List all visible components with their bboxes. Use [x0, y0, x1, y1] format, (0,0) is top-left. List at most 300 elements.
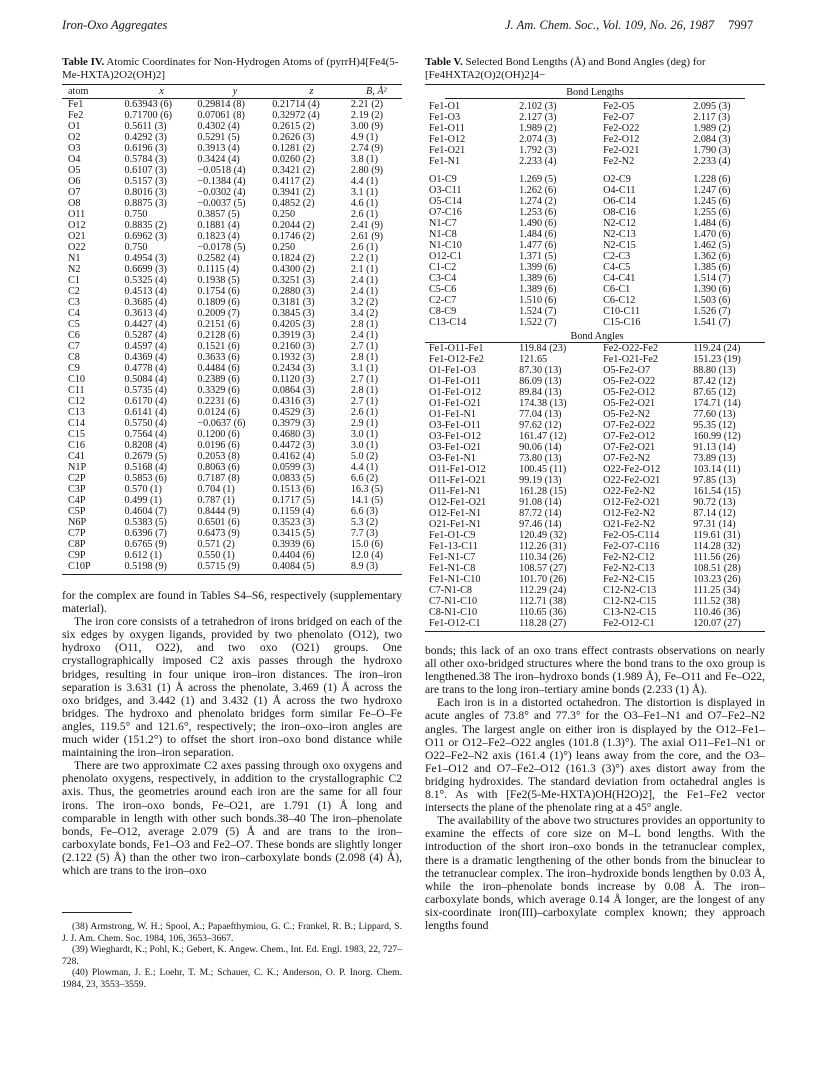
coordinate-cell: 0.0196 (6) — [197, 440, 240, 451]
bond-label: O3-Fe1-N1 — [429, 453, 476, 464]
coordinate-cell: 0.7564 (4) — [124, 429, 167, 440]
bond-label: Fe2-O22 — [603, 123, 640, 134]
coordinate-cell: 0.5784 (3) — [124, 154, 167, 165]
bond-label: O11-Fe1-O21 — [429, 475, 486, 486]
coordinate-cell: 0.71700 (6) — [124, 110, 173, 121]
coordinate-cell: 0.3421 (2) — [272, 165, 315, 176]
bond-label: O7-Fe2-O22 — [603, 420, 656, 431]
coordinate-cell: 2.4 (1) — [350, 286, 378, 297]
table5-row — [425, 229, 765, 240]
coordinate-cell: 0.2053 (8) — [197, 451, 240, 462]
bond-value: 73.89 (13) — [693, 453, 736, 464]
table4-row — [62, 451, 402, 462]
table5-row — [425, 618, 765, 629]
coordinate-cell: 0.3979 (3) — [272, 418, 315, 429]
atom-label: C2 — [68, 286, 80, 297]
atom-label: C14 — [68, 418, 85, 429]
bond-value: 1.228 (6) — [693, 174, 731, 185]
bond-value: 1.541 (7) — [693, 317, 731, 328]
coordinate-cell: 0.21714 (4) — [272, 99, 320, 110]
table4-row — [62, 275, 402, 286]
bond-label: O8-C16 — [603, 207, 636, 218]
bond-value: 99.19 (13) — [519, 475, 562, 486]
bond-label: N1-C8 — [429, 229, 457, 240]
bond-value: 110.65 (36) — [519, 607, 567, 618]
coordinate-cell: 0.1513 (6) — [272, 484, 315, 495]
table5-row — [425, 508, 765, 519]
bond-label: C7-N1-C10 — [429, 596, 478, 607]
coordinate-cell: 3.0 (1) — [350, 440, 378, 451]
table4-caption-text: Atomic Coordinates for Non-Hydrogen Atoms of (pyrrH)4[Fe4(5-Me-HXTA)2O2(OH)2] — [62, 56, 399, 81]
bond-label: Fe1-O12-C1 — [429, 618, 481, 629]
coordinate-cell: 0.0833 (5) — [272, 473, 315, 484]
coordinate-cell: 0.3857 (5) — [197, 209, 240, 220]
bond-value: 114.28 (32) — [693, 541, 741, 552]
coordinate-cell: 0.250 — [272, 209, 296, 220]
bond-value: 119.24 (24) — [693, 343, 741, 354]
table5-row — [425, 574, 765, 585]
coordinate-cell: 0.1281 (2) — [272, 143, 315, 154]
bond-label: Fe1-N1-C8 — [429, 563, 476, 574]
table4-row — [62, 198, 402, 209]
atom-label: N2 — [68, 264, 81, 275]
coordinate-cell: 0.6141 (4) — [124, 407, 167, 418]
paragraph: The iron core consists of a tetrahedron of irons bridged on each of the six edges by oxygen ligands, provided by two phenolato (O12), two hydroxo (O11, O22), and two oxo (O21) groups. One crystallographically imposed C2 axis passes through the hydroxo bridges, resulting in four unique iron–iron distances. The iron–iron separation is 3.631 (1) Å across the phenolate, 3.469 (1) Å across the oxo bridges, and 3.442 (1) and 3.432 (1) Å across the two hydroxo bridges. The hydroxo and phenolato bridges form similar Fe–O–Fe angles, 119.5° and 121.6°, respectively; the iron–oxo–iron angles are much wider (151.2°) to offset the short iron–oxo bond distance while maintaining the iron–iron separation. — [62, 615, 402, 760]
table5-row — [425, 284, 765, 295]
paragraph: Each iron is in a distorted octahedron. The distortion is displayed in acute angles of 73.8° and 77.3° for the O3–Fe1–N1 and O7–Fe2–N2 angles. The largest angle on either iron is displayed by the O12–Fe1–O11 or O12–Fe2–O22 angles (101.8 (1.3)°). The axial O11–Fe1–N1 or O22–Fe2–N2 axis (161.4 (1)°) leans away from the core, and the O3–Fe1–O12 and O7–Fe2–O12 (161.3 (3)°) axes distort away from the bridging hydroxides. The standard deviation from octahedral angles is 8.1°. As with [Fe2(5-Me-HXTA)OH(H2O)2], the Fe1–Fe2 vector intersects the plane of the phenolate ring at a 45° angle. — [425, 696, 765, 815]
bond-label: O7-Fe2-O21 — [603, 442, 656, 453]
coordinate-cell: 0.3941 (2) — [272, 187, 315, 198]
coordinate-cell: 0.4604 (7) — [124, 506, 167, 517]
table4-row — [62, 440, 402, 451]
coordinate-cell: 0.6107 (3) — [124, 165, 167, 176]
table5-caption-text: Selected Bond Lengths (Å) and Bond Angles (deg) for [Fe4HXTA2(O)2(OH)2]4− — [425, 56, 706, 81]
bond-value: 87.42 (12) — [693, 376, 736, 387]
coordinate-cell: 0.1746 (2) — [272, 231, 315, 242]
bond-value: 1.462 (5) — [693, 240, 731, 251]
bond-value: 1.503 (6) — [693, 295, 731, 306]
bond-label: Fe2-N2-C13 — [603, 563, 655, 574]
bond-value: 1.389 (6) — [519, 273, 557, 284]
bond-label: O1-Fe1-O3 — [429, 365, 476, 376]
bond-value: 161.47 (12) — [519, 431, 567, 442]
coordinate-cell: 14.1 (5) — [350, 495, 384, 506]
bond-value: 2.127 (3) — [519, 112, 557, 123]
coordinate-cell: 0.4778 (4) — [124, 363, 167, 374]
bond-value: 87.65 (12) — [693, 387, 736, 398]
bond-label: O21-Fe1-N1 — [429, 519, 482, 530]
coordinate-cell: 0.4680 (3) — [272, 429, 315, 440]
bond-value: 119.61 (31) — [693, 530, 741, 541]
coordinate-cell: 0.6170 (4) — [124, 396, 167, 407]
coordinate-cell: 0.612 (1) — [124, 550, 162, 561]
atom-label: C8 — [68, 352, 80, 363]
bond-label: O5-C14 — [429, 196, 462, 207]
bond-lengths-rule — [445, 98, 745, 99]
table4-column-header: z — [309, 86, 314, 97]
bond-label: N1-C10 — [429, 240, 462, 251]
bond-value: 112.26 (31) — [519, 541, 567, 552]
bond-label: Fe2-O12 — [603, 134, 640, 145]
bond-label: Fe1-O21 — [429, 145, 466, 156]
bond-value: 87.72 (14) — [519, 508, 562, 519]
bond-label: O3-Fe1-O11 — [429, 420, 481, 431]
table5-row — [425, 273, 765, 284]
coordinate-cell: 0.4404 (6) — [272, 550, 315, 561]
bond-label: O5-Fe2-N2 — [603, 409, 651, 420]
coordinate-cell: 0.1823 (4) — [197, 231, 240, 242]
coordinate-cell: 2.2 (1) — [350, 253, 378, 264]
coordinate-cell: 0.4292 (3) — [124, 132, 167, 143]
table5-row — [425, 530, 765, 541]
table4-row — [62, 429, 402, 440]
bond-label: O1-Fe1-O11 — [429, 376, 481, 387]
table4-row — [62, 396, 402, 407]
coordinate-cell: 0.5157 (3) — [124, 176, 167, 187]
table4 — [62, 85, 402, 98]
bond-value: 73.80 (13) — [519, 453, 562, 464]
bond-label: O7-Fe2-O12 — [603, 431, 656, 442]
bond-label: Fe1-O21-Fe2 — [603, 354, 658, 365]
coordinate-cell: 0.07061 (8) — [197, 110, 245, 121]
coordinate-cell: 0.3415 (5) — [272, 528, 315, 539]
coordinate-cell: 0.3329 (6) — [197, 385, 240, 396]
bond-value: 1.253 (6) — [519, 207, 557, 218]
atom-label: O1 — [68, 121, 81, 132]
bond-value: 111.56 (26) — [693, 552, 740, 563]
atom-label: O12 — [68, 220, 86, 231]
table4-row — [62, 374, 402, 385]
journal-citation: J. Am. Chem. Soc., Vol. 109, No. 26, 1987 — [505, 18, 715, 32]
bond-value: 1.262 (6) — [519, 185, 557, 196]
bond-label: Fe1-O1-C9 — [429, 530, 476, 541]
left-body-text — [62, 589, 402, 877]
right-column — [425, 56, 765, 932]
bond-value: 87.14 (12) — [693, 508, 736, 519]
table5-row — [425, 519, 765, 530]
bond-label: O5-Fe2-O12 — [603, 387, 656, 398]
table5-row — [425, 251, 765, 262]
coordinate-cell: 0.0260 (2) — [272, 154, 315, 165]
table5-row — [425, 317, 765, 328]
coordinate-cell: 2.8 (1) — [350, 385, 378, 396]
table4-row — [62, 143, 402, 154]
coordinate-cell: 0.8016 (3) — [124, 187, 167, 198]
coordinate-cell: 0.250 — [272, 242, 296, 253]
table4-row — [62, 242, 402, 253]
bond-value: 1.255 (6) — [693, 207, 731, 218]
bond-label: Fe2-O12-C1 — [603, 618, 655, 629]
coordinate-cell: 2.80 (9) — [350, 165, 384, 176]
bond-label: C8-N1-C10 — [429, 607, 478, 618]
table4-row — [62, 473, 402, 484]
bond-label: Fe1-O11 — [429, 123, 465, 134]
bond-label: O12-Fe1-N1 — [429, 508, 482, 519]
atom-label: C10P — [68, 561, 91, 572]
coordinate-cell: 2.6 (1) — [350, 407, 378, 418]
bond-value: 2.084 (3) — [693, 134, 731, 145]
table4-row — [62, 462, 402, 473]
bond-value: 1.385 (6) — [693, 262, 731, 273]
coordinate-cell: 0.3251 (3) — [272, 275, 315, 286]
coordinate-cell: 0.6962 (3) — [124, 231, 167, 242]
bond-label: N2-C12 — [603, 218, 636, 229]
coordinate-cell: 0.1115 (4) — [197, 264, 240, 275]
coordinate-cell: 0.787 (1) — [197, 495, 235, 506]
table4-row — [62, 220, 402, 231]
coordinate-cell: 0.2582 (4) — [197, 253, 240, 264]
bond-label: Fe2-O5-C114 — [603, 530, 660, 541]
atom-label: C9P — [68, 550, 86, 561]
table5-row — [425, 585, 765, 596]
table5-row — [425, 387, 765, 398]
coordinate-cell: 0.5325 (4) — [124, 275, 167, 286]
atom-label: C5 — [68, 319, 80, 330]
bond-label: Fe1-O3 — [429, 112, 461, 123]
table5-row — [425, 365, 765, 376]
bond-value: 110.46 (36) — [693, 607, 741, 618]
bond-value: 151.23 (19) — [693, 354, 741, 365]
bond-label: C13-C14 — [429, 317, 467, 328]
coordinate-cell: 0.2128 (6) — [197, 330, 240, 341]
reference-item: (38) Armstrong, W. H.; Spool, A.; Papaefthymiou, G. C.; Frankel, R. B.; Lippard, S. J. J. Am. Chem. Soc. 1984, 106, 3653–3667. — [62, 921, 402, 944]
table4-row — [62, 253, 402, 264]
coordinate-cell: 2.61 (9) — [350, 231, 384, 242]
bond-value: 1.470 (6) — [693, 229, 731, 240]
table5-row — [425, 552, 765, 563]
atom-label: O7 — [68, 187, 81, 198]
coordinate-cell: 0.3913 (4) — [197, 143, 240, 154]
atom-label: C5P — [68, 506, 86, 517]
bond-label: O7-Fe2-N2 — [603, 453, 651, 464]
table4-column-header: y — [232, 86, 238, 97]
atom-label: O5 — [68, 165, 81, 176]
table5-row — [425, 174, 765, 185]
bond-value: 1.484 (6) — [519, 229, 557, 240]
coordinate-cell: 0.6699 (3) — [124, 264, 167, 275]
table5-row — [425, 607, 765, 618]
table5-row — [425, 185, 765, 196]
coordinate-cell: −0.0037 (5) — [197, 198, 246, 209]
atom-label: C4 — [68, 308, 80, 319]
bond-value: 97.85 (13) — [693, 475, 736, 486]
table5-row — [425, 123, 765, 134]
bond-value: 2.233 (4) — [693, 156, 731, 167]
bond-value: 174.38 (13) — [519, 398, 567, 409]
table4-row — [62, 165, 402, 176]
bond-label: O3-C11 — [429, 185, 462, 196]
atom-label: C6 — [68, 330, 80, 341]
coordinate-cell: 0.1120 (3) — [272, 374, 315, 385]
bond-label: N2-C15 — [603, 240, 636, 251]
atom-label: O2 — [68, 132, 81, 143]
bond-value: 108.57 (27) — [519, 563, 567, 574]
coordinate-cell: 2.1 (1) — [350, 264, 378, 275]
bond-label: O22-Fe2-O12 — [603, 464, 661, 475]
bond-value: 1.484 (6) — [693, 218, 731, 229]
bond-value: 1.477 (6) — [519, 240, 557, 251]
atom-label: Fe2 — [68, 110, 84, 121]
coordinate-cell: 0.5291 (5) — [197, 132, 240, 143]
coordinate-cell: 0.6196 (3) — [124, 143, 167, 154]
table4-row — [62, 385, 402, 396]
table5-row — [425, 453, 765, 464]
coordinate-cell: 0.2231 (6) — [197, 396, 240, 407]
reference-list — [62, 921, 402, 991]
table4-row — [62, 231, 402, 242]
bond-value: 119.84 (23) — [519, 343, 567, 354]
bond-label: C2-C7 — [429, 295, 457, 306]
coordinate-cell: 0.704 (1) — [197, 484, 235, 495]
bond-value: 1.989 (2) — [519, 123, 557, 134]
table4-row — [62, 264, 402, 275]
bond-value: 1.510 (6) — [519, 295, 557, 306]
table4-row — [62, 99, 402, 110]
coordinate-cell: 0.1824 (2) — [272, 253, 315, 264]
table4-row — [62, 495, 402, 506]
bond-label: O6-C14 — [603, 196, 636, 207]
coordinate-cell: 2.7 (1) — [350, 341, 378, 352]
bond-value: 1.390 (6) — [693, 284, 731, 295]
bond-label: O4-C11 — [603, 185, 636, 196]
bond-value: 2.095 (3) — [693, 101, 731, 112]
atom-label: C3P — [68, 484, 86, 495]
paragraph: The availability of the above two structures provides an opportunity to examine the effects of core size on M–L bond lengths. With the introduction of the short iron–oxo bonds in the tetranuclear complex, there is a dramatic lengthening of the other bonds from the binuclear to the tetranuclear complex. The iron–hydroxide bonds lengthen by 0.03 Å, while the iron–phenolate bonds increase by 0.08 Å. The iron–carboxylate bonds, which average 0.14 Å longer, are the longest of any six-coordinate iron(III)–carboxylate complex known; they approach lengths found — [425, 814, 765, 932]
table5-row — [425, 409, 765, 420]
coordinate-cell: −0.0518 (4) — [197, 165, 246, 176]
bond-label: O5-Fe2-O21 — [603, 398, 656, 409]
table5-bottom-rule — [425, 631, 765, 632]
coordinate-cell: 0.5735 (4) — [124, 385, 167, 396]
bond-value: 91.08 (14) — [519, 497, 562, 508]
table5-caption — [425, 56, 765, 84]
coordinate-cell: 0.1159 (4) — [272, 506, 315, 517]
bond-label: O7-C16 — [429, 207, 462, 218]
coordinate-cell: 15.0 (6) — [350, 539, 384, 550]
coordinate-cell: 2.41 (9) — [350, 220, 384, 231]
coordinate-cell: 0.3613 (4) — [124, 308, 167, 319]
table4-row — [62, 352, 402, 363]
table4-row — [62, 110, 402, 121]
table4-row — [62, 132, 402, 143]
coordinate-cell: 4.4 (1) — [350, 462, 378, 473]
bond-lengths-title: Bond Lengths — [566, 87, 624, 98]
bond-label: Fe1-N1-C10 — [429, 574, 481, 585]
bond-value: 110.34 (26) — [519, 552, 567, 563]
bond-value: 103.23 (26) — [693, 574, 741, 585]
coordinate-cell: 0.63943 (6) — [124, 99, 173, 110]
reference-item: (39) Wieghardt, K.; Pohl, K.; Gebert, K. Angew. Chem., Int. Ed. Engl. 1983, 22, 727–728. — [62, 944, 402, 967]
coordinate-cell: 0.3181 (3) — [272, 297, 315, 308]
coordinate-cell: 0.5715 (9) — [197, 561, 240, 572]
table4-header-row — [62, 85, 402, 98]
atom-label: C8P — [68, 539, 86, 550]
table4-row — [62, 297, 402, 308]
spacer-cell — [425, 167, 765, 174]
paragraph: bonds; this lack of an oxo trans effect contrasts observations on nearly all other oxo-bridged structures where the bond trans to the oxo group is lengthened.38 The iron–hydroxo bonds (1.989 Å), Fe–O11 and Fe–O22, are trans to the long iron–tertiary amine bonds (2.233 (1) Å). — [425, 644, 765, 697]
bond-value: 97.46 (14) — [519, 519, 562, 530]
bond-label: C15-C16 — [603, 317, 641, 328]
table5-row — [425, 541, 765, 552]
coordinate-cell: 0.0124 (6) — [197, 407, 240, 418]
atom-label: O22 — [68, 242, 86, 253]
bond-value: 174.71 (14) — [693, 398, 741, 409]
bond-value: 1.245 (6) — [693, 196, 731, 207]
table5-row — [425, 376, 765, 387]
table5-row — [425, 101, 765, 112]
coordinate-cell: 0.3523 (3) — [272, 517, 315, 528]
coordinate-cell: 0.4472 (3) — [272, 440, 315, 451]
coordinate-cell: 0.3633 (6) — [197, 352, 240, 363]
coordinate-cell: 0.4427 (4) — [124, 319, 167, 330]
bond-value: 87.30 (13) — [519, 365, 562, 376]
coordinate-cell: 0.6765 (9) — [124, 539, 167, 550]
atom-label: C1 — [68, 275, 80, 286]
bond-value: 101.70 (26) — [519, 574, 567, 585]
table5-row — [425, 497, 765, 508]
bond-label: Fe1-O11-Fe1 — [429, 343, 484, 354]
bond-value: 1.362 (6) — [693, 251, 731, 262]
table4-row — [62, 517, 402, 528]
table4-caption-label: Table IV. — [62, 56, 105, 68]
bond-label: C3-C4 — [429, 273, 457, 284]
coordinate-cell: 0.1809 (6) — [197, 297, 240, 308]
table5-caption-label: Table V. — [425, 56, 463, 68]
coordinate-cell: 4.6 (1) — [350, 198, 378, 209]
table4-caption — [62, 56, 402, 84]
atom-label: C41 — [68, 451, 85, 462]
bond-label: Fe2-O5 — [603, 101, 635, 112]
bond-label: C5-C6 — [429, 284, 457, 295]
bond-label: O12-C1 — [429, 251, 462, 262]
coordinate-cell: 0.1938 (5) — [197, 275, 240, 286]
coordinate-cell: 0.4300 (2) — [272, 264, 315, 275]
table5-row — [425, 218, 765, 229]
atom-label: C10 — [68, 374, 85, 385]
table5-row — [425, 207, 765, 218]
table5-row — [425, 596, 765, 607]
coordinate-cell: 2.6 (1) — [350, 209, 378, 220]
bond-label: C10-C11 — [603, 306, 641, 317]
page-number: 7997 — [728, 18, 754, 32]
reference-item: (40) Plowman, J. E.; Loehr, T. M.; Schauer, C. K.; Anderson, O. P. Inorg. Chem. 1984, 23, 3553–3559. — [62, 967, 402, 990]
atom-label: N6P — [68, 517, 87, 528]
atom-label: O21 — [68, 231, 86, 242]
bond-value: 1.989 (2) — [693, 123, 731, 134]
coordinate-cell: 0.32972 (4) — [272, 110, 320, 121]
bond-value: 95.35 (12) — [693, 420, 736, 431]
bond-label: C6-C1 — [603, 284, 631, 295]
coordinate-cell: 6.6 (3) — [350, 506, 378, 517]
bond-value: 77.60 (13) — [693, 409, 736, 420]
coordinate-cell: 0.570 (1) — [124, 484, 162, 495]
table5-row — [425, 156, 765, 167]
bond-label: O5-Fe2-O22 — [603, 376, 656, 387]
table4-row — [62, 209, 402, 220]
coordinate-cell: 0.3685 (4) — [124, 297, 167, 308]
atom-label: N1 — [68, 253, 81, 264]
bond-value: 108.51 (28) — [693, 563, 741, 574]
bond-label: Fe1-N1 — [429, 156, 461, 167]
coordinate-cell: 2.74 (9) — [350, 143, 384, 154]
coordinate-cell: 0.4852 (2) — [272, 198, 315, 209]
bond-label: Fe1-O12 — [429, 134, 466, 145]
coordinate-cell: 5.0 (2) — [350, 451, 378, 462]
bond-value: 1.247 (6) — [693, 185, 731, 196]
table5-spacer — [425, 167, 765, 174]
coordinate-cell: 0.3424 (4) — [197, 154, 240, 165]
bond-value: 112.29 (24) — [519, 585, 567, 596]
